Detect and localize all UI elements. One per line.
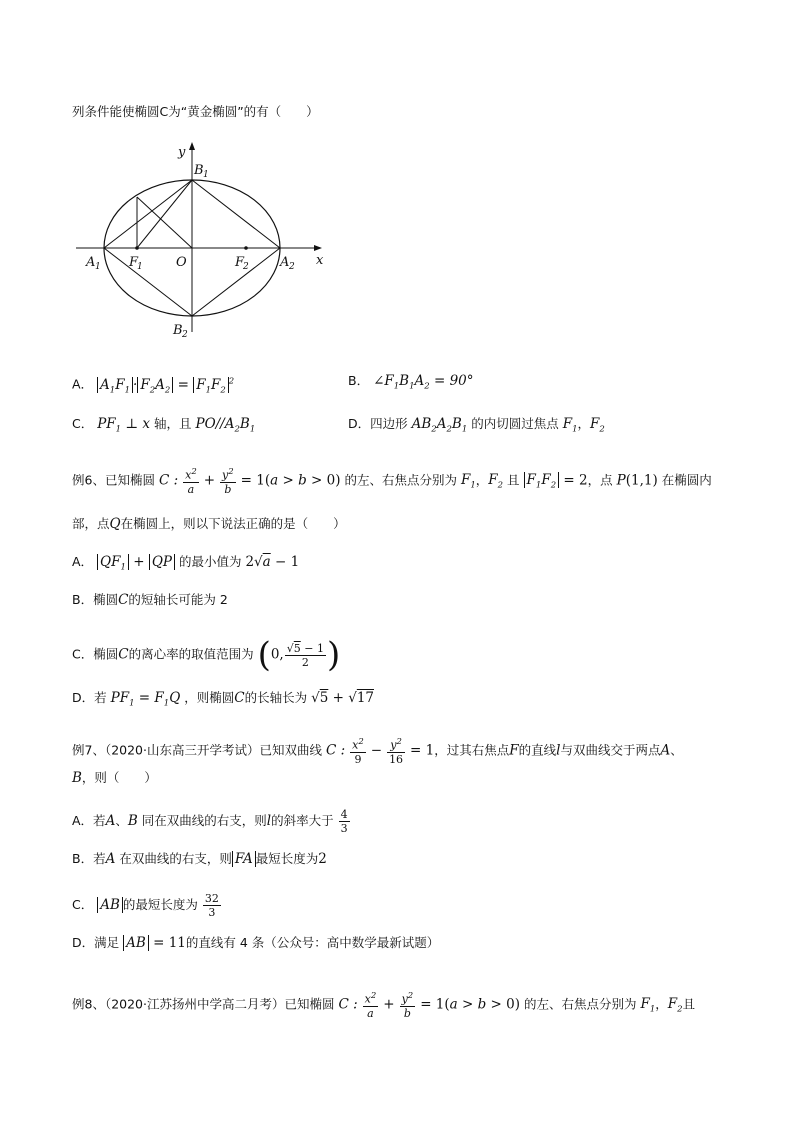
q5-option-c <box>72 415 255 439</box>
label-x: x <box>316 253 324 268</box>
y-axis-arrow <box>189 142 195 150</box>
fraction: $\frac{x^2}{a}$ <box>185 467 197 496</box>
stem-text: 的直线 <box>518 742 557 758</box>
option-label: C． <box>72 897 94 912</box>
label-f2: F <box>235 255 245 270</box>
option-text: 的内切圆过焦点 <box>471 416 559 431</box>
formula: $PO//A_2B_1$ <box>195 416 256 435</box>
q7-stem-line1: 例7、（2020·山东高三开学考试）已知双曲线 C : $\frac{x^2}{9}$ − $\frac{y^2}{16}$ = 1，过其右焦点F的直线l与双曲线交于两点A、 <box>72 737 683 766</box>
q6-option-c: C．椭圆C的离心率的取值范围为 (0, $\frac{√5 - 1}{2}$ ) <box>72 635 341 675</box>
q6-option-b: B．椭圆C的短轴长可能为 2 <box>72 592 228 608</box>
focus-f1 <box>135 246 139 250</box>
ellipse-figure <box>72 142 332 346</box>
label-f1-sub: 1 <box>137 262 143 272</box>
label-b1: B <box>194 163 204 178</box>
label-a2: A <box>280 255 290 270</box>
formula: $\angle F_1B_1A_2 = 90^\circ$ <box>373 373 474 392</box>
option-label: C． <box>72 416 94 431</box>
x-axis-arrow <box>314 245 322 251</box>
fraction: $\frac{y^2}{b}$ <box>401 991 414 1020</box>
label-f2-sub: 2 <box>243 262 249 272</box>
question-intro <box>72 103 319 121</box>
stem-text: 部，点 <box>72 516 110 531</box>
option-text: 最短长度为 <box>255 851 319 866</box>
label-b2-sub: 2 <box>182 330 188 340</box>
q7-option-b: B．若A 在双曲线的右支，则 FA 最短长度为2 <box>72 851 327 867</box>
stem-text: 的左、右焦点分别为 <box>523 996 637 1012</box>
intro-text: 列条件能使椭圆C为“黄金椭圆”的有（ ） <box>72 104 319 119</box>
option-text: 的直线有 4 条（公众号：高中数学最新试题） <box>185 935 440 950</box>
stem-text: 与双曲线交于两点 <box>560 742 661 758</box>
option-text: 在双曲线的右支，则 <box>119 851 232 866</box>
option-label: C．椭圆 <box>72 646 119 662</box>
q7-option-d: D．满足 AB = 11的直线有 4 条（公众号：高中数学最新试题） <box>72 935 440 951</box>
stem-text: 在椭圆内 <box>661 472 712 488</box>
q6-stem-line1: 例6、已知椭圆 C : $\frac{x^2}{a}$ + $\frac{y^2}{b}$ = 1(a > b > 0) 的左、右焦点分别为 $F_1$，$F_2$ 且 $F_1F_2 = 2$，点 P(1,1) 在椭圆内 <box>72 467 712 496</box>
q6-option-a: A． $QF_1$ + QP 的最小值为 2√a − 1 <box>72 554 300 573</box>
formula: $A_1F_1 \cdot F_2A_2 = F_1F_2^2$ <box>97 377 234 393</box>
option-text: 的斜率大于 <box>271 813 334 828</box>
stem-text: 例7、（2020·山东高三开学考试）已知双曲线 <box>72 742 322 758</box>
label-y: y <box>178 145 186 160</box>
stem-text: ，过其右焦点 <box>434 742 510 758</box>
fraction: $\frac{32}{3}$ <box>204 892 219 919</box>
option-text: 同在双曲线的右支，则 <box>141 813 267 828</box>
formula: C : <box>158 472 179 489</box>
q6-option-d: D．若 $PF_1 = F_1Q$ ，则椭圆C的长轴长为 √5 + √17 <box>72 690 374 709</box>
ellipse-diagram <box>72 142 332 342</box>
option-label: D．满足 <box>72 935 120 950</box>
option-label: B． <box>348 373 370 388</box>
label-a2-sub: 2 <box>289 262 295 272</box>
option-label: A． <box>72 376 94 392</box>
option-label: B．椭圆 <box>72 592 119 607</box>
q5-option-d: D．四边形 $AB_2A_2B_1$ 的内切圆过焦点 $F_1$，$F_2$ <box>348 416 605 435</box>
option-label: D．四边形 <box>348 416 408 431</box>
label-o: O <box>176 255 187 270</box>
q6-stem-line2: 部，点Q在椭圆上，则以下说法正确的是（ ） <box>72 516 346 532</box>
option-text: 轴，且 <box>153 416 192 431</box>
fraction: $\frac{4}{3}$ <box>340 808 348 835</box>
option-label: A． <box>72 554 94 569</box>
fraction: $\frac{√5 - 1}{2}$ <box>286 641 324 669</box>
stem-text: 、 <box>670 742 683 758</box>
fraction: $\frac{x^2}{a}$ <box>364 991 377 1020</box>
label-a1-sub: 1 <box>95 262 101 272</box>
focus-f2 <box>244 246 248 250</box>
formula: $PF_1$ ⊥ x <box>97 416 150 435</box>
q5-option-a <box>72 372 234 399</box>
line-po <box>137 197 192 248</box>
stem-text: ，点 <box>587 472 613 488</box>
stem-text: 且 <box>682 996 696 1012</box>
q5-option-b <box>348 372 474 396</box>
stem-text: 的左、右焦点分别为 <box>344 472 457 488</box>
option-text: 的短轴长可能为 2 <box>128 592 228 607</box>
option-text: 的离心率的取值范围为 <box>128 646 254 662</box>
stem-text: 在椭圆上，则以下说法正确的是（ ） <box>120 516 346 531</box>
q8-stem-line1: 例8、（2020·江苏扬州中学高二月考）已知椭圆 C : $\frac{x^2}{a}$ + $\frac{y^2}{b}$ = 1(a > b > 0) 的左、右焦点分别为 $F_1$，$F_2$且 <box>72 991 696 1020</box>
q7-option-c: C． AB 的最短长度为 $\frac{32}{3}$ <box>72 892 219 919</box>
formula: $F_1$ <box>562 416 578 435</box>
option-label: A．若 <box>72 813 106 828</box>
label-b1-sub: 1 <box>203 170 209 180</box>
option-text: 的最短长度为 <box>122 897 198 912</box>
option-text: 的最小值为 <box>178 554 242 569</box>
label-f1: F <box>129 255 139 270</box>
option-text: 的长轴长为 <box>244 690 308 705</box>
stem-text: ，则（ ） <box>81 770 157 785</box>
option-label: D．若 <box>72 690 107 705</box>
stem-text: 例6、已知椭圆 <box>72 472 155 488</box>
stem-text: 例8、（2020·江苏扬州中学高二月考）已知椭圆 <box>72 996 335 1012</box>
fraction: $\frac{y^2}{b}$ <box>222 467 234 496</box>
label-b2: B <box>173 323 183 338</box>
option-label: B．若 <box>72 851 106 866</box>
q7-option-a: A．若A、B 同在双曲线的右支，则l的斜率大于 $\frac{4}{3}$ <box>72 808 348 835</box>
stem-text: 且 <box>507 472 520 488</box>
q7-stem-line2: B，则（ ） <box>72 770 157 786</box>
fraction: $\frac{y^2}{16}$ <box>389 737 404 766</box>
formula: $AB_2A_2B_1$ <box>411 416 468 435</box>
option-text: ，则椭圆 <box>184 690 235 705</box>
label-a1: A <box>86 255 96 270</box>
fraction: $\frac{x^2}{9}$ <box>352 737 364 766</box>
